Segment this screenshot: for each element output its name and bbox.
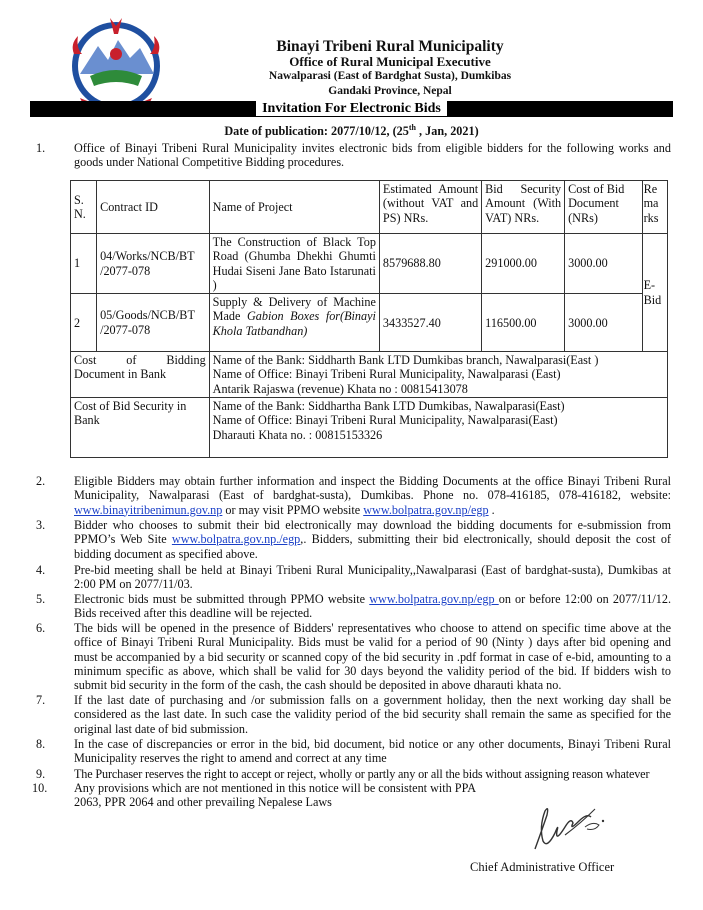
header-estimated-amount: Estimated Amount (without VAT and PS) NRs. [379, 181, 481, 234]
publication-date-suffix: , Jan, 2021) [416, 124, 479, 139]
item-3-text-b: ,. Bidders, submitting their bid electronically, should deposit the cost of bidding document as specified above. [74, 532, 671, 561]
row-estimated-amount: 3433527.40 [379, 294, 481, 352]
item-3-text [74, 518, 671, 561]
security-bank-line: Name of Office: Binayi Tribeni Rural Municipality, Nawalparasi(East) [212, 413, 558, 428]
item-1-text: Office of Binayi Tribeni Rural Municipality invites electronic bids from eligible bidders for the following works and goods under National Competitive Bidding procedures. [74, 141, 671, 170]
security-bank-line: Dharauti Khata no. : 00815153326 [212, 427, 383, 442]
table-header-row [71, 181, 668, 234]
item-2-text-a: Eligible Bidders may obtain further information and inspect the Bidding Documents at the office Binayi Tribeni Rural Municipality, Nawalparasi (East of bardghat-susta), Dumkibas. Phone no. 078-416185, 078-416182, website: [74, 474, 671, 503]
item-7-text: If the last date of purchasing and /or submission falls on a government holiday, then the next working day shall be considered as the last date. In such case the validity period of the bid security shall remain the same as specified for the original last date of bid submission. [74, 693, 671, 736]
table-row [71, 294, 668, 352]
header-contract-id: Contract ID [97, 181, 210, 234]
security-bank-row [71, 398, 668, 458]
item-number: 7. [36, 693, 46, 707]
item-8-text: In the case of discrepancies or error in the bid, bid document, bid notice or any other documents, Binayi Tribeni Rural Municipality reserves the right to amend and correct at any time [74, 737, 671, 766]
item-number: 4. [36, 563, 46, 577]
publication-date [30, 123, 673, 139]
item-number: 8. [36, 737, 46, 751]
signature-image [525, 797, 615, 857]
item-2-text-b: or may visit PPMO website [222, 502, 364, 517]
item-10-line: Any provisions which are not mentioned in this notice will be consistent with PPA [74, 781, 477, 795]
row-project-name: The Construction of Black Top Road (Ghumba Dhekhi Ghumti Hudai Siseni Jane Bato Istarunati ) [209, 234, 379, 294]
item-number: 2. [36, 474, 46, 488]
item-2-text-c: . [488, 502, 495, 517]
header-project-name: Name of Project [209, 181, 379, 234]
publication-date-prefix: Date of publication: 2077/10/12, (25 [224, 124, 409, 139]
item-4-text: Pre-bid meeting shall be held at Binayi Tribeni Rural Municipality,,Nawalparasi (East of bardghat-susta), Dumkibas at 2:00 PM on 2077/11/03. [74, 563, 671, 592]
item-number: 6. [36, 621, 46, 635]
row-document-cost: 3000.00 [565, 234, 642, 294]
project-name-italic: Gabion Boxes for(Binayi Khola Tatbandhan) [212, 309, 376, 338]
header-bid-security: Bid Security Amount (With VAT) NRs. [482, 181, 565, 234]
security-bank-line: Name of the Bank: Siddhartha Bank LTD Dumkibas, Nawalparasi(East) [212, 399, 565, 414]
row-estimated-amount: 8579688.80 [379, 234, 481, 294]
province: Gandaki Province, Nepal [328, 85, 452, 97]
security-bank-label: Cost of Bid Security in Bank [71, 398, 210, 458]
item-number: 9. [36, 767, 46, 781]
header-remarks: Re ma rks [642, 181, 667, 234]
row-sn: 1 [71, 234, 97, 294]
security-bank-spacer [213, 442, 664, 456]
title-bar [30, 101, 673, 117]
nepal-emblem-logo [60, 14, 172, 114]
cost-bank-row [71, 352, 668, 398]
row-bid-security: 291000.00 [482, 234, 565, 294]
item-5-text-a: Electronic bids must be submitted through PPMO website [74, 592, 370, 606]
item-6-text: The bids will be opened in the presence of Bidders' representatives who choose to attend on specific time above at the office of Binayi Tribeni Rural Municipality. Bids must be valid for a period of 90 (Ninty ) days after bid opening and must be accompanied by a bid security or scanned copy of the bid security in .pdf format in case of e-bid, amounting to a minimum specific as above, which shall be valid for 30 days beyond the validity period of the bid. If bidders wish to submit bid security in the form of the cash, the cash should be deposited in above dharauti khata no. [74, 621, 671, 693]
item-number: 5. [36, 592, 46, 606]
row-sn: 2 [71, 294, 97, 352]
office-name: Office of Rural Municipal Executive [289, 54, 491, 69]
publication-date-sup: th [408, 123, 416, 132]
notice-title: Invitation For Electronic Bids [256, 101, 447, 116]
row-project-name [209, 294, 379, 352]
signatory-title: Chief Administrative Officer [470, 860, 615, 874]
address: Nawalparasi (East of Bardghat Susta), Dumkibas [268, 70, 512, 82]
ppmo-egp-link[interactable]: www.bolpatra.gov.np/egp [363, 502, 489, 517]
item-number: 10. [32, 781, 48, 795]
row-document-cost: 3000.00 [565, 294, 642, 352]
row-contract-id: 05/Goods/NCB/BT /2077-078 [97, 294, 210, 352]
row-bid-security: 116500.00 [482, 294, 565, 352]
row-contract-id: 04/Works/NCB/BT /2077-078 [97, 234, 210, 294]
item-number: 3. [36, 518, 46, 532]
cost-bank-line: Name of the Bank: Siddharth Bank LTD Dumkibas branch, Nawalparasi(East ) [212, 353, 599, 368]
item-2-text [74, 474, 671, 517]
header-sn: S. N. [71, 181, 97, 234]
cost-bank-details [209, 352, 667, 398]
bids-table [70, 180, 668, 458]
item-5-text-b: on or before 12:00 on 2077/11/12. Bids received after this deadline will be rejected. [74, 592, 672, 621]
cost-bank-line: Antarik Rajaswa (revenue) Khata no : 00815413078 [212, 381, 468, 396]
ppmo-website-link[interactable]: www.bolpatra.gov.np./egp [171, 532, 301, 547]
row-remarks: E- Bid [642, 234, 667, 352]
org-name: Binayi Tribeni Rural Municipality [276, 38, 504, 55]
item-3-text-a: Bidder who chooses to submit their bid electronically may download the bidding documents for e-submission from PPMO’s Web Site [74, 518, 671, 547]
municipality-website-link[interactable]: www.binayitribenimun.gov.np [74, 502, 223, 517]
item-9-text: The Purchaser reserves the right to accept or reject, wholly or partly any or all the bids without assigning reason whatever [74, 767, 650, 781]
ppmo-egp-submit-link[interactable]: www.bolpatra.gov.np/egp [369, 592, 499, 606]
item-number: 1. [36, 141, 46, 155]
project-name-part: Supply & Delivery of Machine Made [212, 295, 376, 324]
cost-bank-label: Cost of Bidding Document in Bank [71, 352, 210, 398]
table-row [71, 234, 668, 294]
item-10-line: 2063, PPR 2064 and other prevailing Nepalese Laws [74, 795, 332, 810]
header-document-cost: Cost of Bid Document (NRs) [565, 181, 642, 234]
security-bank-details [209, 398, 667, 458]
cost-bank-line: Name of Office: Binayi Tribeni Rural Municipality, Nawalparasi (East) [212, 367, 561, 382]
item-5-text [74, 592, 671, 621]
